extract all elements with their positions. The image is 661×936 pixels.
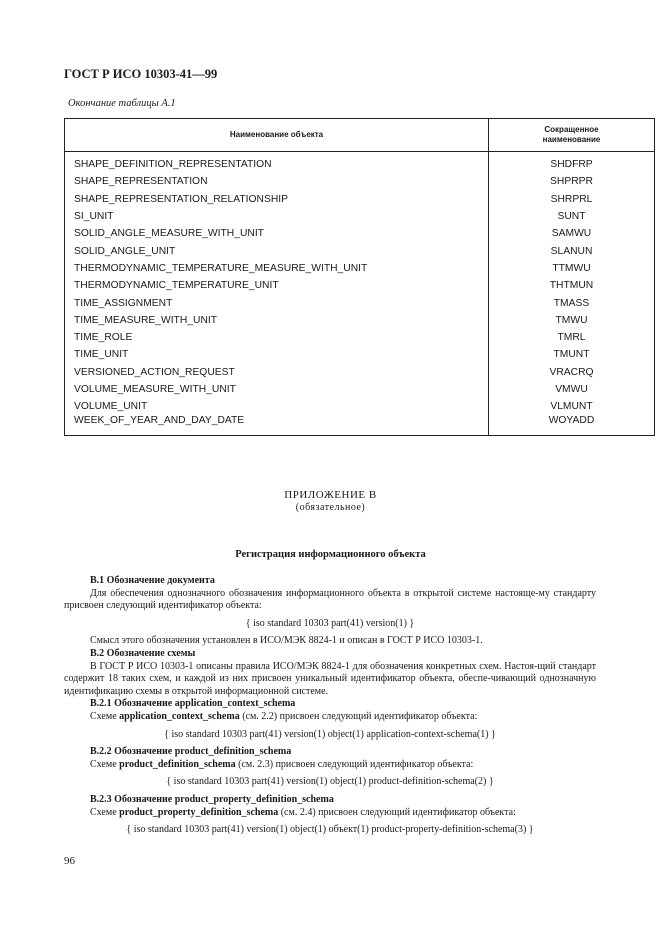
object-name-cell: SHAPE_REPRESENTATION	[65, 173, 489, 190]
object-name-cell: SOLID_ANGLE_UNIT	[65, 242, 489, 259]
document-body	[64, 575, 596, 842]
table-row	[65, 156, 655, 173]
b23-code: { iso standard 10303 part(41) version(1) object(1) объект(1) product-property-definition-schema(3) }	[126, 824, 534, 836]
object-name-cell: TIME_MEASURE_WITH_UNIT	[65, 312, 489, 329]
annex-subtitle: (обязательное)	[295, 502, 366, 513]
b22-code: { iso standard 10303 part(41) version(1) object(1) product-definition-schema(2) }	[166, 776, 494, 788]
object-name-cell: SOLID_ANGLE_MEASURE_WITH_UNIT	[65, 225, 489, 242]
object-name-cell: THERMODYNAMIC_TEMPERATURE_MEASURE_WITH_UNIT	[65, 260, 489, 277]
object-abbr-cell: VMWU	[489, 381, 655, 398]
b1-heading: В.1 Обозначение документа	[90, 575, 215, 586]
b23-heading: В.2.3 Обозначение product_property_definition_schema	[90, 793, 334, 805]
table-row	[65, 294, 655, 311]
table-row	[65, 225, 655, 242]
table-caption: Окончание таблицы А.1	[68, 98, 176, 109]
table-row	[65, 260, 655, 277]
table-row	[65, 398, 655, 415]
object-abbr-cell: THTMUN	[489, 277, 655, 294]
object-abbr-cell: SAMWU	[489, 225, 655, 242]
column-header-abbr-line2: наименование	[542, 135, 601, 144]
column-header-abbr	[489, 119, 655, 152]
table-row	[65, 364, 655, 381]
object-name-cell: TIME_ASSIGNMENT	[65, 294, 489, 311]
b23-text: Схеме product_property_definition_schema (см. 2.4) присвоен следующий идентификатор объекта:	[90, 806, 516, 818]
object-abbr-cell: TMWU	[489, 312, 655, 329]
object-name-cell: VOLUME_MEASURE_WITH_UNIT	[65, 381, 489, 398]
page-number: 96	[64, 855, 75, 867]
document-header: ГОСТ Р ИСО 10303-41—99	[64, 67, 218, 81]
b22-text: Схеме product_definition_schema (см. 2.3) присвоен следующий идентификатор объекта:	[90, 758, 474, 770]
b22-heading: В.2.2 Обозначение product_definition_schema	[90, 746, 292, 758]
object-table	[64, 118, 655, 436]
b21-text: Схеме application_context_schema (см. 2.2) присвоен следующий идентификатор объекта:	[90, 710, 478, 722]
b1-text: Для обеспечения однозначного обозначения информационного объекта в открытой системе настояще-му стандарту присвоен следующий идентификатор объекта:	[64, 587, 596, 612]
object-name-cell: THERMODYNAMIC_TEMPERATURE_UNIT	[65, 277, 489, 294]
table-row	[65, 312, 655, 329]
table-row	[65, 329, 655, 346]
b1-after: Смысл этого обозначения установлен в ИСО/МЭК 8824-1 и описан в ГОСТ Р ИСО 10303-1.	[90, 635, 483, 647]
object-abbr-cell: SUNT	[489, 208, 655, 225]
column-header-abbr-line1: Сокращенное	[544, 125, 599, 134]
b21-heading: В.2.1 Обозначение application_context_schema	[90, 698, 296, 710]
object-name-cell: WEEK_OF_YEAR_AND_DAY_DATE	[65, 415, 489, 436]
object-abbr-cell: TTMWU	[489, 260, 655, 277]
object-name-cell: TIME_ROLE	[65, 329, 489, 346]
object-abbr-cell: TMRL	[489, 329, 655, 346]
object-abbr-cell: SHPRPR	[489, 173, 655, 190]
object-name-cell: SHAPE_DEFINITION_REPRESENTATION	[65, 156, 489, 173]
table-row	[65, 277, 655, 294]
b2-heading: В.2 Обозначение схемы	[90, 647, 196, 659]
object-abbr-cell: SLANUN	[489, 242, 655, 259]
table-row	[65, 191, 655, 208]
object-name-cell: SI_UNIT	[65, 208, 489, 225]
table-row	[65, 346, 655, 363]
object-abbr-cell: VLMUNT	[489, 398, 655, 415]
object-abbr-cell: TMUNT	[489, 346, 655, 363]
object-abbr-cell: TMASS	[489, 294, 655, 311]
object-abbr-cell: SHRPRL	[489, 191, 655, 208]
table-row	[65, 415, 655, 436]
section-title: Регистрация информационного объекта	[235, 549, 426, 560]
table-row	[65, 242, 655, 259]
object-name-cell: SHAPE_REPRESENTATION_RELATIONSHIP	[65, 191, 489, 208]
b21-code: { iso standard 10303 part(41) version(1) object(1) application-context-schema(1) }	[164, 728, 496, 740]
table-row	[65, 208, 655, 225]
object-abbr-cell: SHDFRP	[489, 156, 655, 173]
column-header-name: Наименование объекта	[65, 119, 489, 152]
b2-text: В ГОСТ Р ИСО 10303-1 описаны правила ИСО/МЭК 8824-1 для обозначения конкретных схем. Настоя-щий стандарт содержит 18 таких схем, и каждой из них присвоен уникальный идентификатор объекта, обеспе-чивающий однозначную идентификацию схемы в открытой информационной системе.	[64, 660, 596, 697]
object-name-cell: TIME_UNIT	[65, 346, 489, 363]
object-abbr-cell: WOYADD	[489, 415, 655, 436]
object-name-cell: VERSIONED_ACTION_REQUEST	[65, 364, 489, 381]
b1-code: { iso standard 10303 part(41) version(1) }	[245, 617, 415, 629]
table-row	[65, 381, 655, 398]
object-abbr-cell: VRACRQ	[489, 364, 655, 381]
table-row	[65, 173, 655, 190]
object-name-cell: VOLUME_UNIT	[65, 398, 489, 415]
annex-title: ПРИЛОЖЕНИЕ В	[284, 489, 377, 501]
table-body	[65, 152, 655, 436]
